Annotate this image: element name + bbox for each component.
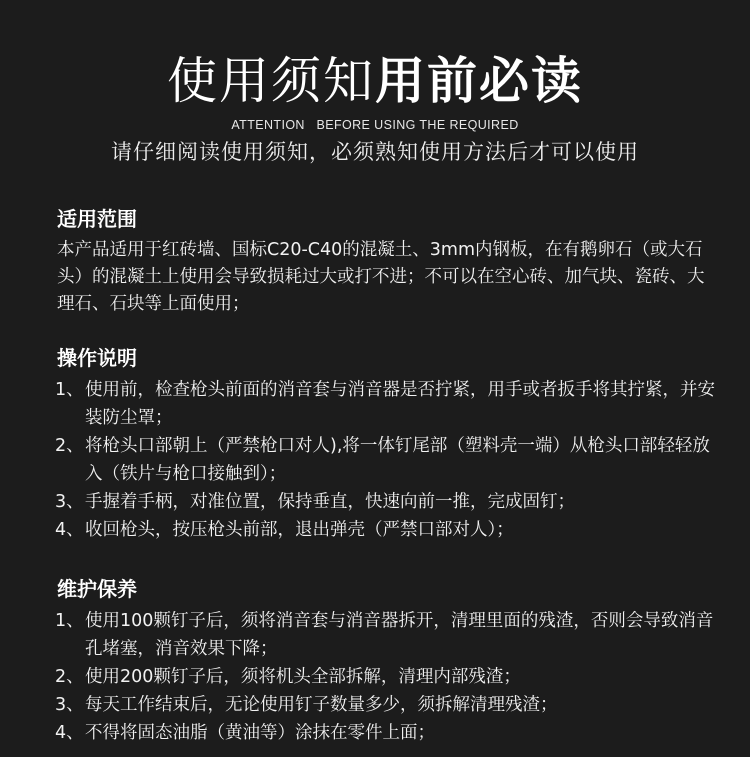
item-number: 1、 [55, 380, 84, 400]
subtitle-english: ATTENTION BEFORE USING THE REQUIRED [231, 118, 519, 132]
list-item [55, 432, 718, 488]
list-item [55, 488, 718, 516]
item-number: 2、 [55, 436, 84, 456]
maintenance-title: 维护保养 [57, 577, 137, 601]
item-number: 3、 [55, 492, 84, 512]
list-item [55, 663, 718, 691]
item-number: 3、 [55, 695, 84, 715]
item-text: 收回枪头，按压枪头前部，退出弹壳（严禁口部对人）； [85, 520, 514, 540]
item-text: 将枪头口部朝上（严禁枪口对人),将一体钉尾部（塑料壳一端）从枪头口部轻轻放入（铁片与枪口接触到）； [85, 436, 710, 484]
scope-text: 本产品适用于红砖墙、国标C20-C40的混凝土、3mm内钢板，在有鹅卵石（或大石头）的混凝土上使用会导致损耗过大或打不进；不可以在空心砖、加气块、瓷砖、大理石、石块等上面使用； [57, 240, 705, 314]
list-item [55, 376, 718, 432]
item-number: 4、 [55, 723, 84, 743]
list-item [55, 691, 718, 719]
item-text: 每天工作结束后，无论使用钉子数量多少，须拆解清理残渣； [85, 695, 558, 715]
subtitle-chinese: 请仔细阅读使用须知，必须熟知使用方法后才可以使用 [111, 140, 639, 164]
maintenance-section [57, 575, 718, 747]
maintenance-list [55, 607, 718, 747]
page-title [0, 50, 750, 112]
operation-section [57, 344, 718, 544]
operation-list [55, 376, 718, 544]
item-number: 1、 [55, 611, 84, 631]
item-text: 手握着手柄，对准位置，保持垂直，快速向前一推，完成固钉； [85, 492, 575, 512]
item-text: 使用200颗钉子后，须将机头全部拆解，清理内部残渣； [85, 667, 521, 687]
list-item [55, 607, 718, 663]
item-text: 使用100颗钉子后，须将消音套与消音器拆开，清理里面的残渣，否则会导致消音孔堵塞，消音效果下降； [85, 611, 714, 659]
title-bold: 用前必读 [375, 52, 583, 110]
scope-title: 适用范围 [57, 207, 137, 231]
item-number: 4、 [55, 520, 84, 540]
header [0, 0, 750, 166]
item-text: 不得将固态油脂（黄油等）涂抹在零件上面； [85, 723, 435, 743]
title-light: 使用须知 [167, 52, 375, 110]
operation-title: 操作说明 [57, 346, 137, 370]
list-item [55, 516, 718, 544]
item-text: 使用前，检查枪头前面的消音套与消音器是否拧紧，用手或者扳手将其拧紧，并安装防尘罩； [85, 380, 715, 428]
list-item [55, 719, 718, 747]
item-number: 2、 [55, 667, 84, 687]
scope-section [57, 205, 718, 318]
